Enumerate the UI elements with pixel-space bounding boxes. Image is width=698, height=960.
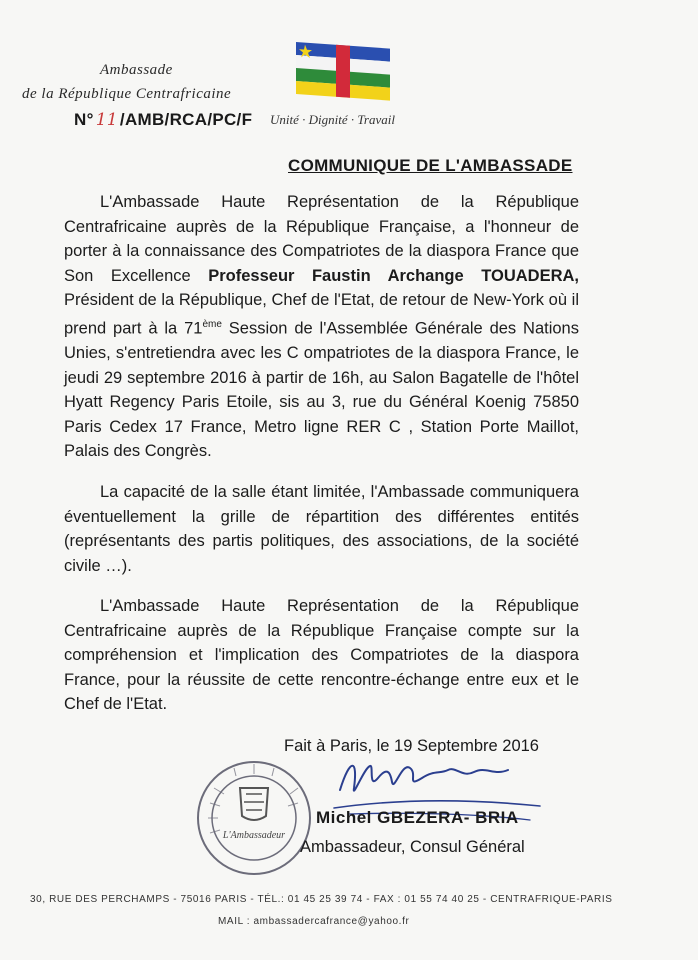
paragraph-1-text-c: Session de l'Assemblée Générale des Nations Unies, s'entretiendra avec les C ompatriotes de la diaspora France, le jeudi 29 septembre 2016 à partir de 16h, au Salon Bagatelle de l'hôtel Hyatt Regency Paris Etoile, sis au 3, rue du Général Koenig 75850 Paris Cedex 17 France, Metro ligne RER C , Station Porte Maillot, Palais des Congrès. — [64, 319, 579, 461]
place-and-date: Fait à Paris, le 19 Septembre 2016 — [284, 737, 539, 755]
official-stamp-icon — [194, 758, 314, 878]
paragraph-3 — [64, 594, 579, 717]
paragraph-1-text-a: L'Ambassade Haute Représentation de la République Centrafricaine auprès de la République Française, a l'honneur de porter à la connaissance des Compatriotes de la diaspora France que Son Excellence — [64, 193, 579, 285]
ordinal-superscript: ème — [202, 318, 222, 330]
footer-address: 30, RUE DES PERCHAMPS - 75016 PARIS - TÉL.: 01 45 25 39 74 - FAX : 01 55 74 40 25 - CENTRAFRIQUE-PARIS — [30, 894, 613, 905]
paragraph-2 — [64, 480, 579, 578]
paragraph-3-text: L'Ambassade Haute Représentation de la République Centrafricaine auprès de la République Française compte sur la compréhension et l'implication des Compatriotes de la diaspora France, pour la réussite de cette rencontre-échange entre eux et le Chef de l'Etat. — [64, 597, 579, 714]
reference-prefix: N° — [74, 110, 94, 129]
footer-email: MAIL : ambassadercafrance@yahoo.fr — [218, 916, 410, 927]
reference-number — [74, 110, 252, 130]
president-name: Professeur Faustin Archange TOUADERA, — [208, 266, 579, 285]
signer-name: Michel GBEZERA- BRIA — [316, 808, 519, 827]
paragraph-1 — [64, 190, 579, 464]
reference-handwritten: 11 — [95, 110, 118, 130]
paragraph-1-text-b: Président de la République, Chef de l'Etat, de retour de New-York où il prend part à la 71 — [64, 291, 579, 338]
car-flag-icon — [296, 42, 390, 104]
paragraph-2-text: La capacité de la salle étant limitée, l'Ambassade communiquera éventuellement la grille de répartition des différentes entités (représentants des partis politiques, des associations, de la société civile …). — [64, 483, 579, 575]
document-title: COMMUNIQUE DE L'AMBASSADE — [288, 156, 573, 175]
national-motto: Unité · Dignité · Travail — [270, 112, 395, 127]
embassy-name-line2: de la République Centrafricaine — [22, 86, 232, 102]
embassy-name-line1: Ambassade — [100, 62, 173, 78]
reference-suffix: /AMB/RCA/PC/F — [119, 110, 253, 129]
stamp-label: L'Ambassadeur — [222, 830, 286, 841]
signer-title: Ambassadeur, Consul Général — [300, 838, 525, 856]
